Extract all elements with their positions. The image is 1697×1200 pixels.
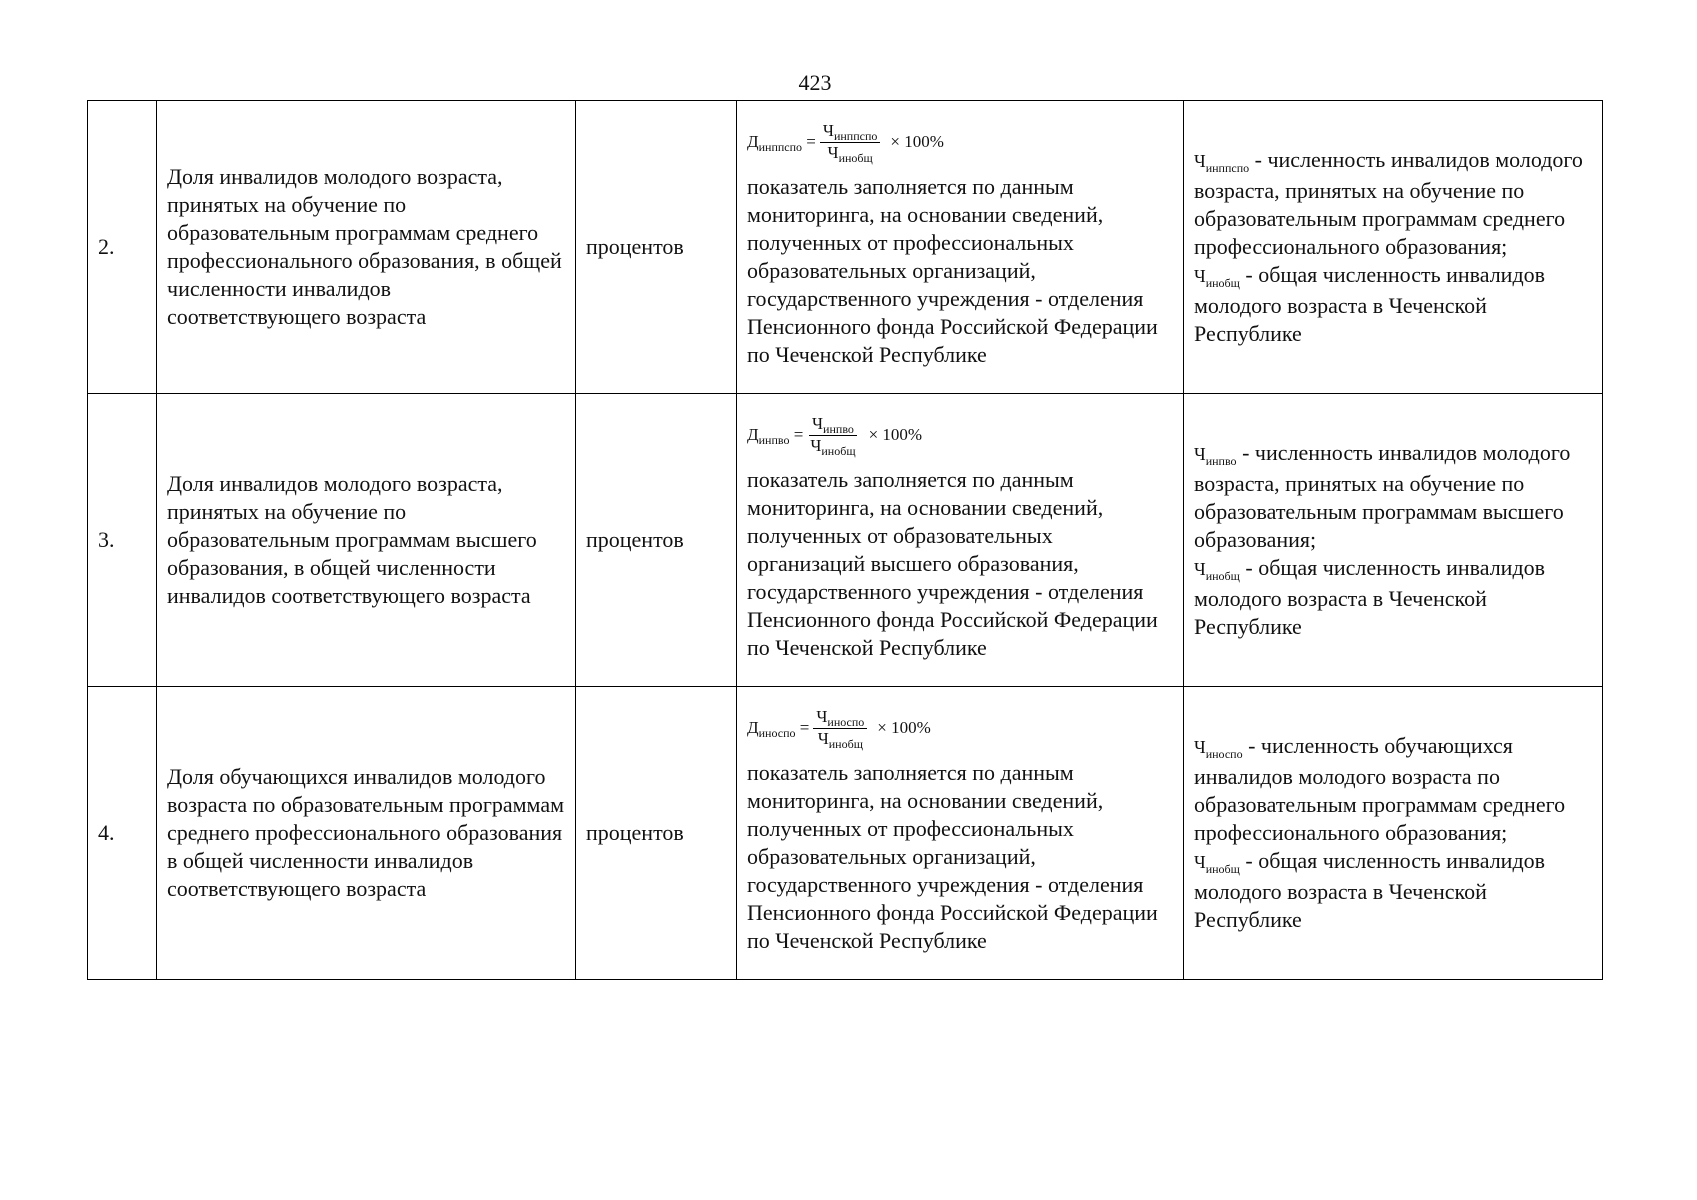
formula-denominator: Ч <box>810 435 822 455</box>
variable-text: - общая численность инвалидов молодого возраста в Чеченской Республике <box>1194 848 1546 932</box>
formula-numerator-sub: инппспо <box>833 128 878 143</box>
formula: Д инпво = $\frac{Ч_{инпво}}{Ч_{инобщ}}$ × 100% <box>747 413 923 458</box>
formula-lhs: Д <box>747 132 759 151</box>
variable-symbol: Ч <box>1194 266 1206 286</box>
formula-numerator: Ч <box>822 120 834 140</box>
variable-symbol: Ч <box>1194 737 1206 757</box>
formula-numerator-sub: инпво <box>823 421 854 436</box>
table-row <box>88 101 1603 394</box>
variable-symbol: Ч <box>1194 559 1206 579</box>
table-row <box>88 687 1603 980</box>
formula-multiplier: × 100% <box>890 132 944 151</box>
unit-of-measure: процентов <box>576 394 737 687</box>
variable-symbol: Ч <box>1194 444 1206 464</box>
variable-definition <box>1194 261 1592 348</box>
formula-fraction <box>813 708 867 749</box>
variable-definition <box>1194 554 1592 641</box>
variable-sub: инобщ <box>1205 862 1240 876</box>
indicator-name: Доля обучающихся инвалидов молодого возраста по образовательным программам среднего профессионального образования в общей численности инвалидов соответствующего возраста <box>157 687 576 980</box>
formula-denominator: Ч <box>827 142 839 162</box>
formula-lhs: Д <box>747 425 759 444</box>
variable-symbol: Ч <box>1194 151 1206 171</box>
formula-fraction <box>820 122 881 163</box>
variable-definition <box>1194 439 1592 554</box>
variable-sub: инобщ <box>1205 569 1240 583</box>
variable-definitions <box>1184 394 1603 687</box>
formula-denominator-sub: инобщ <box>838 150 873 165</box>
row-number: 4. <box>88 687 157 980</box>
indicator-name: Доля инвалидов молодого возраста, принятых на обучение по образовательным программам среднего профессионального образования, в общей численности инвалидов соответствующего возраста <box>157 101 576 394</box>
method-description: показатель заполняется по данным мониторинга, на основании сведений, полученных от образовательных организаций высшего образования, государственного учреждения - отделения Пенсионного фонда Российской Федерации по Чеченской Республике <box>747 467 1158 660</box>
formula-denominator-sub: инобщ <box>828 736 863 751</box>
indicators-table <box>87 100 1603 980</box>
unit-of-measure: процентов <box>576 687 737 980</box>
calculation-method <box>737 687 1184 980</box>
method-description: показатель заполняется по данным мониторинга, на основании сведений, полученных от профессиональных образовательных организаций, государственного учреждения - отделения Пенсионного фонда Российской Федерации по Чеченской Республике <box>747 174 1158 367</box>
formula-lhs: Д <box>747 718 759 737</box>
variable-text: - общая численность инвалидов молодого возраста в Чеченской Республике <box>1194 555 1546 639</box>
variable-symbol: Ч <box>1194 852 1206 872</box>
formula-multiplier: × 100% <box>877 718 931 737</box>
row-number: 3. <box>88 394 157 687</box>
page-number: 423 <box>798 70 832 95</box>
formula-numerator-sub: иноспо <box>827 714 865 729</box>
indicator-name: Доля инвалидов молодого возраста, принятых на обучение по образовательным программам высшего образования, в общей численности инвалидов соответствующего возраста <box>157 394 576 687</box>
variable-text: - общая численность инвалидов молодого возраста в Чеченской Республике <box>1194 262 1546 346</box>
formula-lhs-sub: инппспо <box>758 140 803 154</box>
table-row <box>88 394 1603 687</box>
formula-lhs-sub: иноспо <box>758 726 796 740</box>
variable-definition <box>1194 847 1592 934</box>
formula-denominator: Ч <box>817 728 829 748</box>
formula-multiplier: × 100% <box>868 425 923 444</box>
variable-definitions <box>1184 687 1603 980</box>
variable-definition <box>1194 732 1592 847</box>
unit-of-measure: процентов <box>576 101 737 394</box>
variable-text: - численность обучающихся инвалидов молодого возраста по образовательным программам среднего профессионального образования; <box>1194 733 1566 845</box>
variable-sub: инппспо <box>1205 161 1250 175</box>
variable-sub: инобщ <box>1205 276 1240 290</box>
variable-definition <box>1194 146 1592 261</box>
formula-lhs-sub: инпво <box>758 433 790 447</box>
formula-fraction <box>807 415 858 456</box>
formula-numerator: Ч <box>816 706 828 726</box>
variable-sub: инпво <box>1205 454 1237 468</box>
variable-sub: иноспо <box>1205 747 1243 761</box>
formula: Д иноспо = $\frac{Ч_{иноспо}}{Ч_{инобщ}}$ × 100% <box>747 706 931 751</box>
row-number: 2. <box>88 101 157 394</box>
formula-numerator: Ч <box>811 413 824 433</box>
calculation-method <box>737 394 1184 687</box>
variable-definitions <box>1184 101 1603 394</box>
variable-text: - численность инвалидов молодого возраста, принятых на обучение по образовательным программам высшего образования; <box>1194 440 1571 552</box>
calculation-method <box>737 101 1184 394</box>
formula: Д инппспо = $\frac{Ч_{инппспо}}{Ч_{инобщ}}$ × 100% <box>747 120 944 165</box>
method-description: показатель заполняется по данным мониторинга, на основании сведений, полученных от профессиональных образовательных организаций, государственного учреждения - отделения Пенсионного фонда Российской Федерации по Чеченской Республике <box>747 760 1158 953</box>
variable-text: - численность инвалидов молодого возраста, принятых на обучение по образовательным программам среднего профессионального образования; <box>1194 147 1583 259</box>
formula-denominator-sub: инобщ <box>821 443 856 458</box>
